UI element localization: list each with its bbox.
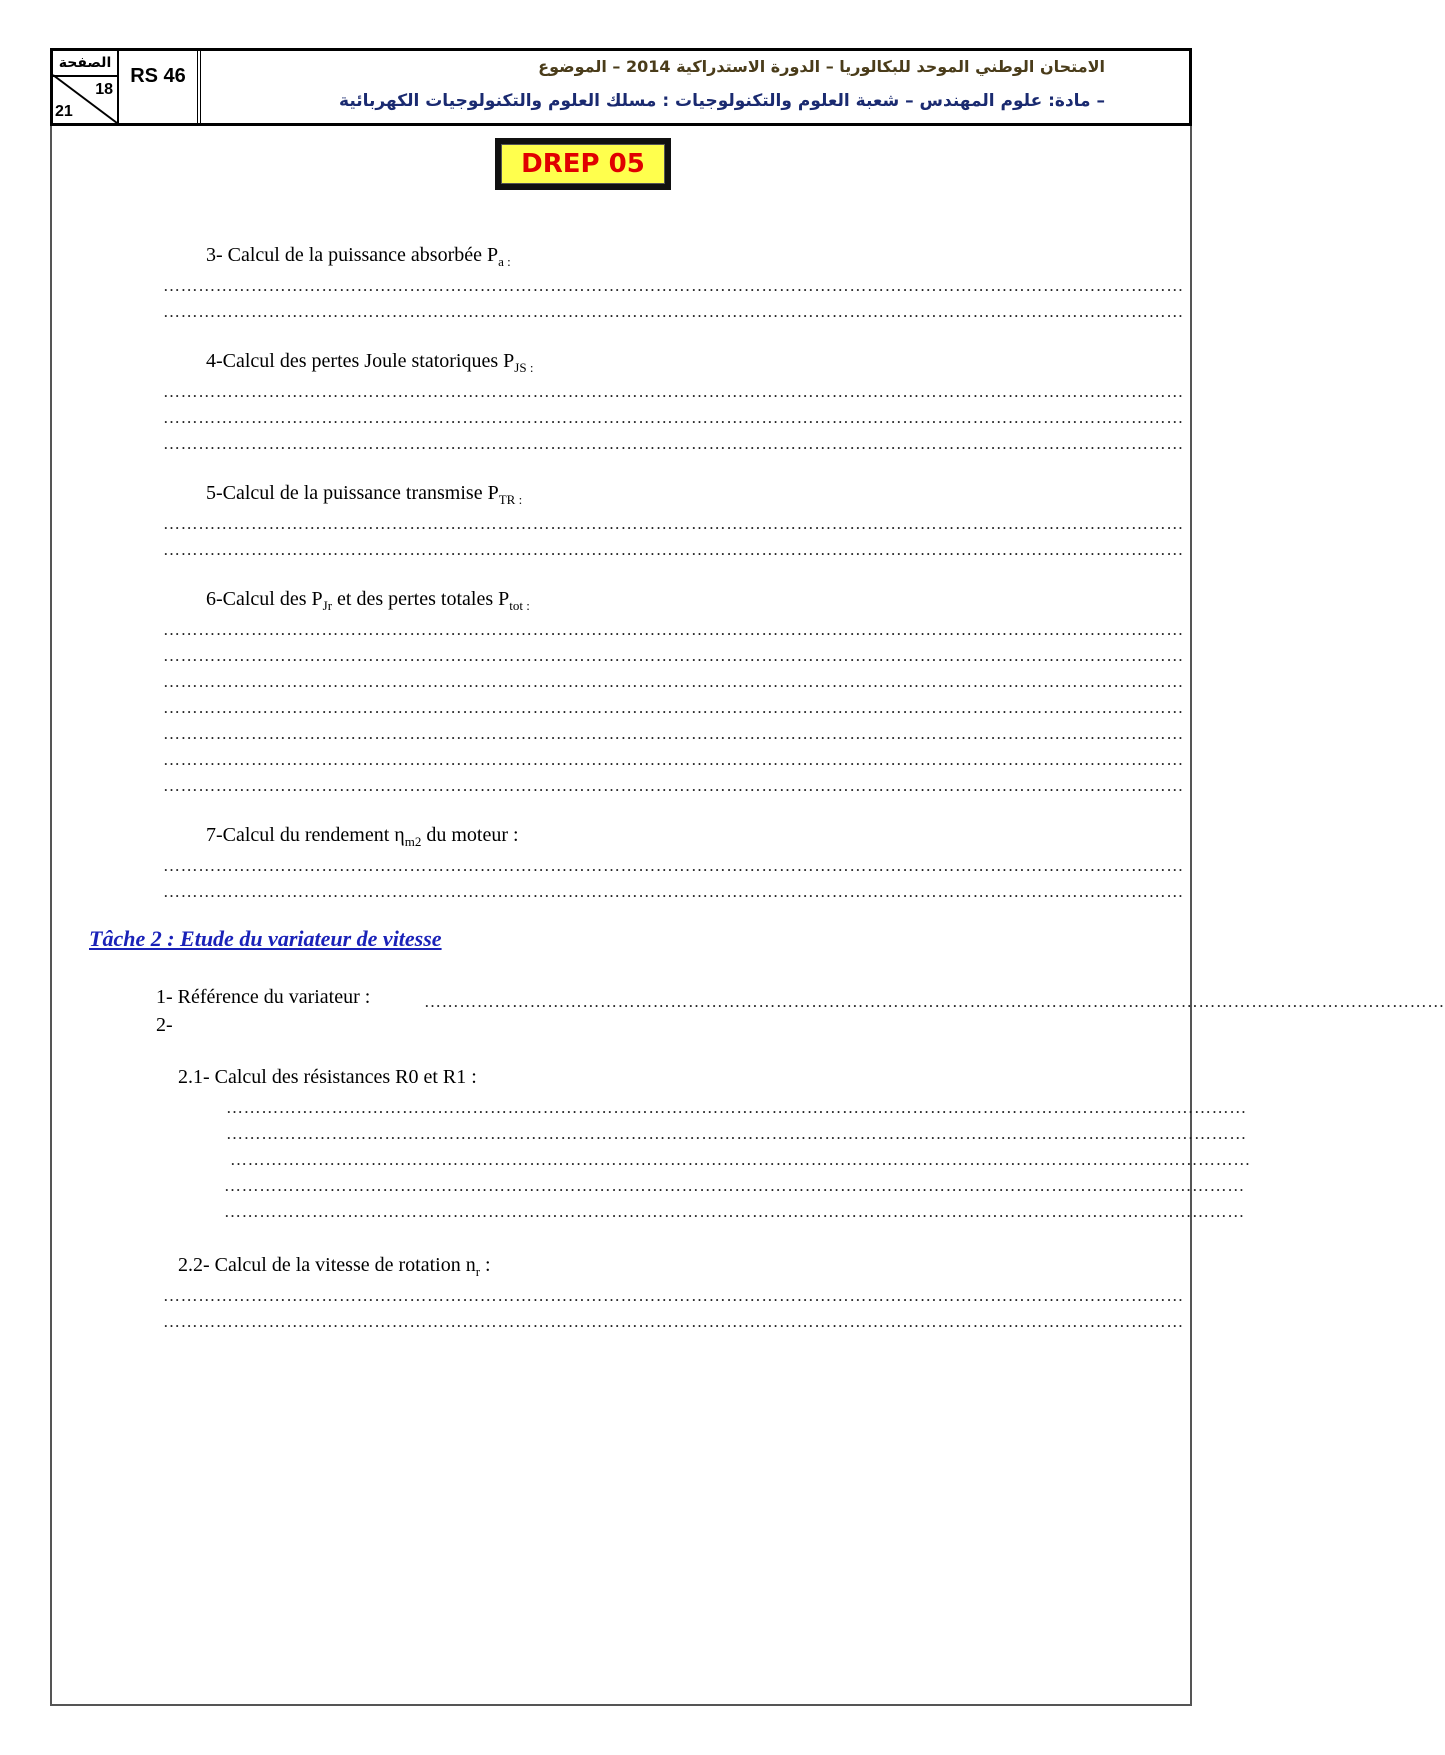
answer-line: ………………………………………………………………………………………………………………………………………………………… xyxy=(163,724,1184,743)
exam-title-line2: – مادة: علوم المهندس – شعبة العلوم والتكنولوجيات : مسلك العلوم والتكنولوجيات الكهربائية xyxy=(339,91,1105,111)
answer-line: ………………………………………………………………………………………………………………………………………………………… xyxy=(224,1202,1245,1221)
answer-line: ………………………………………………………………………………………………………………………………………………………… xyxy=(226,1124,1247,1143)
answer-line: ………………………………………………………………………………………………………………………………………………………… xyxy=(424,992,1445,1011)
exam-code: RS 46 xyxy=(130,65,186,87)
task2-item-2: 2- xyxy=(156,1014,173,1036)
task2-item-1: 1- Référence du variateur : xyxy=(156,986,371,1008)
question-3: 3- Calcul de la puissance absorbée $P_{a :}$ xyxy=(206,244,511,269)
answer-line: ………………………………………………………………………………………………………………………………………………………… xyxy=(163,776,1184,795)
task2-sub-2-1: 2.1- Calcul des résistances R0 et R1 : xyxy=(178,1066,477,1088)
answer-line: ………………………………………………………………………………………………………………………………………………………… xyxy=(163,408,1184,427)
answer-line: ………………………………………………………………………………………………………………………………………………………… xyxy=(226,1098,1247,1117)
answer-line: ………………………………………………………………………………………………………………………………………………………… xyxy=(163,1312,1184,1331)
answer-line: ………………………………………………………………………………………………………………………………………………………… xyxy=(163,856,1184,875)
badge-label: DREP 05 xyxy=(501,144,665,184)
question-6: 6-Calcul des $P_{Jr}$ et des pertes totales $P_{tot}$ $_:$ xyxy=(206,588,530,613)
page-number: 18 xyxy=(95,81,113,98)
exam-header xyxy=(50,48,1192,126)
answer-line: ………………………………………………………………………………………………………………………………………………………… xyxy=(163,882,1184,901)
answer-line: ………………………………………………………………………………………………………………………………………………………… xyxy=(163,276,1184,295)
answer-line: ………………………………………………………………………………………………………………………………………………………… xyxy=(163,750,1184,769)
exam-code-box xyxy=(119,51,201,123)
answer-line: ………………………………………………………………………………………………………………………………………………………… xyxy=(163,434,1184,453)
answer-line: ………………………………………………………………………………………………………………………………………………………… xyxy=(163,698,1184,717)
page-label: الصفحة xyxy=(53,53,117,77)
exam-title-box xyxy=(201,51,1189,123)
answer-line: ………………………………………………………………………………………………………………………………………………………… xyxy=(230,1150,1251,1169)
document-badge xyxy=(495,138,671,190)
answer-line: ………………………………………………………………………………………………………………………………………………………… xyxy=(163,1286,1184,1305)
answer-line: ………………………………………………………………………………………………………………………………………………………… xyxy=(163,302,1184,321)
page-total: 21 xyxy=(55,103,73,120)
answer-line: ………………………………………………………………………………………………………………………………………………………… xyxy=(163,672,1184,691)
question-7: 7-Calcul du rendement $\eta_{m2}$ du moteur : xyxy=(206,824,519,849)
task2-sub-2-2: 2.2- Calcul de la vitesse de rotation $n_r$ : xyxy=(178,1254,491,1279)
page-counter-box xyxy=(53,51,119,123)
question-5: 5-Calcul de la puissance transmise $P_{TR :}$ xyxy=(206,482,523,507)
answer-line: ………………………………………………………………………………………………………………………………………………………… xyxy=(224,1176,1245,1195)
answer-line: ………………………………………………………………………………………………………………………………………………………… xyxy=(163,646,1184,665)
task-2-title: Tâche 2 : Etude du variateur de vitesse xyxy=(89,926,442,951)
exam-title-line1: الامتحان الوطني الموحد للبكالوريا – الدورة الاستدراكية 2014 – الموضوع xyxy=(538,57,1105,76)
answer-line: ………………………………………………………………………………………………………………………………………………………… xyxy=(163,382,1184,401)
answer-line: ………………………………………………………………………………………………………………………………………………………… xyxy=(163,620,1184,639)
page-border xyxy=(50,48,1445,1706)
answer-line: ………………………………………………………………………………………………………………………………………………………… xyxy=(163,514,1184,533)
answer-line: ………………………………………………………………………………………………………………………………………………………… xyxy=(163,540,1184,559)
question-4: 4-Calcul des pertes Joule statoriques $P_{JS :}$ xyxy=(206,350,534,375)
